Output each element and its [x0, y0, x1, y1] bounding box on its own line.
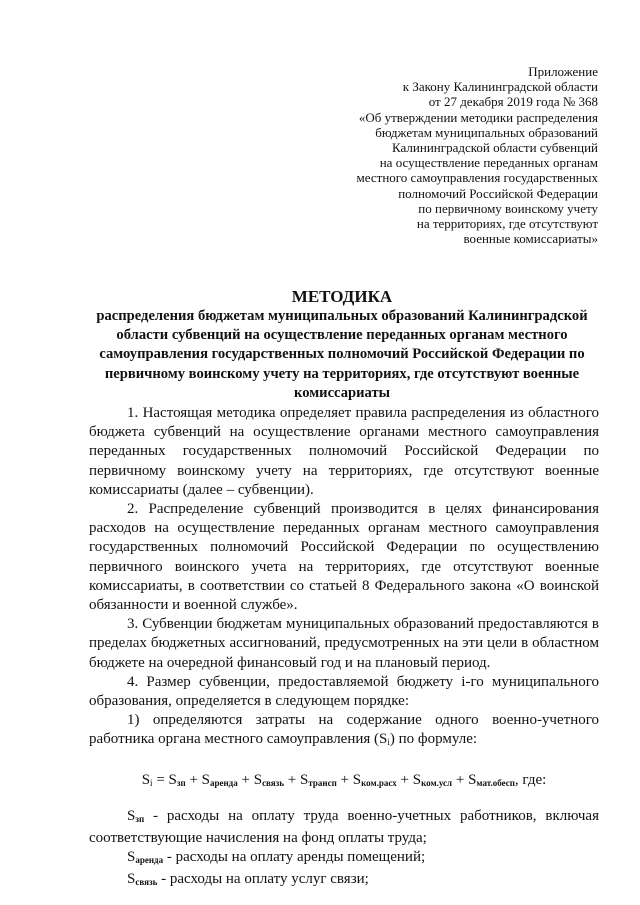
paragraph-1: 1. Настоящая методика определяет правила распределения из областного бюджета субвенций на осуществление органами местного самоуправления переданных государственных полномочий Российской Федерации по первичному воинскому учету на территориях, где отсутствуют военные комиссариаты (далее – субвенции).	[89, 405, 599, 498]
appendix-line: «Об утверждении методики распределения	[358, 109, 598, 125]
title-subtitle: распределения бюджетам муниципальных образований Калининградской области субвенций на осуществление переданных органам местного самоуправления государственных полномочий Российской Федерации по первичному воинскому учету на территориях, где отсутствуют военные комиссариаты	[96, 308, 588, 401]
paragraph-5	[89, 711, 599, 752]
document-body	[89, 404, 599, 893]
title-main: МЕТОДИКА	[291, 287, 393, 306]
paragraph-2: 2. Распределение субвенций производится в целях финансирования расходов на осуществление переданных органам местного самоуправления государственных полномочий Российской Федерации по осуществлению первичного воинского учета на территориях, где отсутствуют военные комиссариаты, в соответствии со статьей 8 Федерального закона «О воинской обязанности и военной службе».	[89, 501, 599, 614]
appendix-line: полномочий Российской Федерации	[398, 185, 598, 201]
appendix-line: по первичному воинскому учету	[418, 200, 598, 216]
definition-zp: $S_{зп}$ - расходы на оплату труда военно-учетных работников, включая соответствующие начисления на фонд оплаты труда;	[89, 807, 599, 847]
appendix-line: на территориях, где отсутствуют	[416, 216, 598, 232]
paragraph-5-sub: i	[387, 737, 390, 748]
paragraph-5-tail: ) по формуле:	[389, 731, 478, 748]
appendix-header	[238, 64, 598, 246]
appendix-line: к Закону Калининградской области	[402, 79, 598, 95]
formula: $S_i = S_{зп} + S_{аренда} + S_{связь} + S_{трансп} + S_{ком.расх} + S_{ком.усл} + S_{мат.обесп}$, где:	[141, 771, 547, 788]
appendix-line: Калининградской области субвенций	[392, 140, 598, 156]
appendix-line: Приложение	[528, 64, 598, 79]
document-title	[82, 287, 602, 403]
appendix-line: от 27 декабря 2019 года № 368	[428, 94, 598, 110]
paragraph-4: 4. Размер субвенции, предоставляемой бюджету i-го муниципального образования, определяется в следующем порядке:	[89, 673, 599, 710]
appendix-line: на осуществление переданных органам	[379, 155, 598, 171]
paragraph-3: 3. Субвенции бюджетам муниципальных образований предоставляются в пределах бюджетных ассигнований, предусмотренных на эти цели в областном бюджете на очередной финансовый год и на плановый период.	[89, 616, 599, 671]
definition-arenda: $S_{аренда}$ - расходы на оплату аренды помещений;	[127, 849, 426, 866]
appendix-line: бюджетам муниципальных образований	[375, 124, 598, 140]
definition-svyaz: $S_{связь}$ - расходы на оплату услуг связи;	[127, 871, 369, 888]
paragraph-5-text: 1) определяются затраты на содержание одного военно-учетного работника органа местного самоуправления (S	[89, 712, 599, 748]
appendix-line: местного самоуправления государственных	[356, 170, 598, 186]
appendix-line: военные комиссариаты»	[463, 231, 598, 247]
